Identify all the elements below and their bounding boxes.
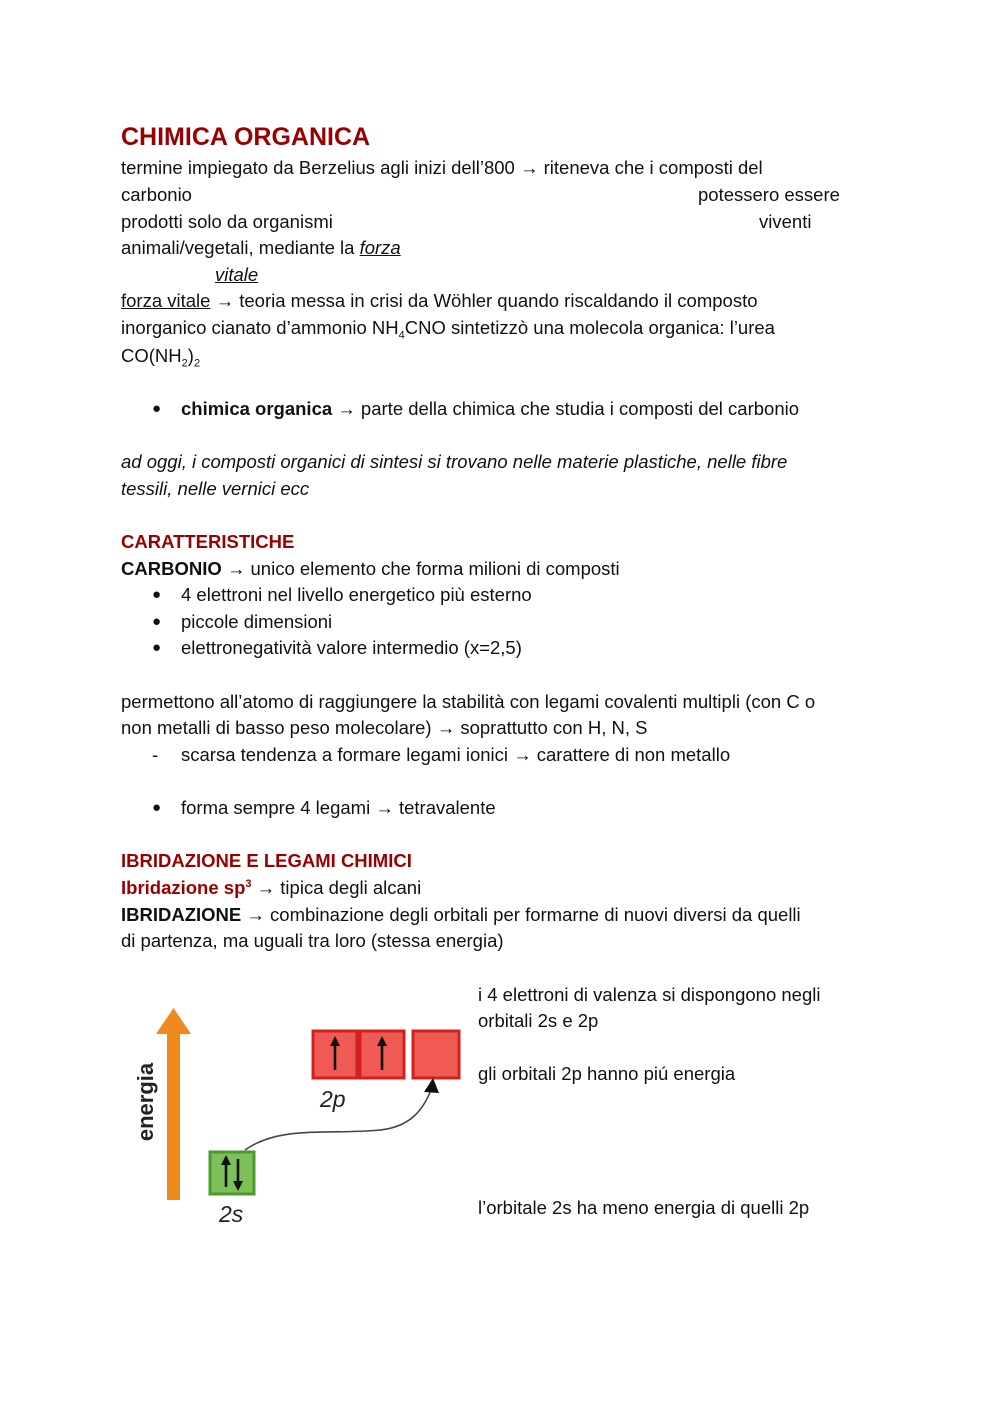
orbital-2p-box-3 [413,1031,459,1078]
intro-line-4-text: animali/vegetali, mediante la [121,237,360,258]
side-note-3: l’orbitale 2s ha meno energia di quelli 2p [478,1197,810,1218]
energy-arrow-icon [156,1008,191,1200]
forza-italic: forza [359,237,401,258]
nh4-subscript: 4 [398,329,405,342]
definition-bullet [181,398,799,420]
side-note-1-line-2: orbitali 2s e 2p [478,1010,599,1031]
carbonio-text: → unico elemento che forma milioni di composti [221,558,620,579]
intro-line-3b: viventi [759,211,812,232]
page-title: CHIMICA ORGANICA [121,123,371,151]
intro-line-2b: potessero essere [698,184,840,205]
urea-formula-a: CO(NH [121,345,182,366]
dash-marker: - [152,744,159,765]
orbital-2s-box [210,1152,254,1194]
intro-line-7-text-a: inorganico cianato d’ammonio NH [121,317,399,338]
sp3-label: Ibridazione sp [121,877,246,898]
sp3-line [121,877,421,899]
urea-formula-b: ) [187,345,194,366]
label-2p: 2p [320,1086,346,1112]
intro-line-2a: carbonio [121,184,192,205]
ibridazione-bold: IBRIDAZIONE [121,904,242,925]
italic-note-line-2: tessili, nelle vernici ecc [121,478,310,499]
bullet-dot: ● [152,400,162,417]
italic-note-line-1: ad oggi, i composti organici di sintesi si trovano nelle materie plastiche, nelle fibre [121,451,788,472]
carbonio-line [121,558,620,580]
ibridazione-def-line-2: di partenza, ma uguali tra loro (stessa energia) [121,930,504,951]
side-note-1-line-1: i 4 elettroni di valenza si dispongono negli [478,984,821,1005]
urea-formula [121,345,201,370]
list-item: forma sempre 4 legami → tetravalente [181,797,496,818]
carbonio-bold: CARBONIO [121,558,222,579]
energy-axis-label: energia [133,1062,158,1142]
list-item: elettronegatività valore intermedio (x=2,5) [181,637,522,658]
intro-line-6 [121,290,758,312]
vitale-italic: vitale [215,264,259,285]
urea-sub-2: 2 [193,357,201,370]
forza-vitale-underlined: forza vitale [121,290,211,311]
intro-line-7-text-b: CNO sintetizzò una molecola organica: l’urea [404,317,775,338]
paragraph-line-2: non metalli di basso peso molecolare) → soprattutto con H, N, S [121,717,648,738]
bullet-dot: ● [152,613,162,630]
intro-line-1: termine impiegato da Berzelius agli inizi dell’800 → riteneva che i composti del [121,157,763,178]
bullet-dot: ● [152,639,162,656]
definition-bold: chimica organica [181,398,333,419]
paragraph-line-1: permettono all’atomo di raggiungere la stabilità con legami covalenti multipli (con C o [121,691,816,712]
section-heading-ibridazione: IBRIDAZIONE E LEGAMI CHIMICI [121,850,412,871]
bullet-dot: ● [152,586,162,603]
bullet-dot: ● [152,799,162,816]
side-note-2: gli orbitali 2p hanno piú energia [478,1063,736,1084]
dash-item: scarsa tendenza a formare legami ionici → carattere di non metallo [181,744,731,765]
definition-text: → parte della chimica che studia i composti del carbonio [332,398,800,419]
orbital-energy-diagram [115,990,475,1235]
ibridazione-def-text: → combinazione degli orbitali per formarne di nuovi diversi da quelli [241,904,801,925]
ibridazione-def-line-1 [121,904,801,926]
list-item: piccole dimensioni [181,611,333,632]
intro-line-7 [121,317,775,342]
sp3-superscript: 3 [245,877,252,890]
intro-line-4 [121,237,401,259]
sp3-text: → tipica degli alcani [251,877,422,898]
label-2s: 2s [219,1201,244,1227]
list-item: 4 elettroni nel livello energetico più esterno [181,584,532,605]
section-heading-caratteristiche: CARATTERISTICHE [121,531,295,552]
intro-line-6-text: → teoria messa in crisi da Wöhler quando riscaldando il composto [210,290,758,311]
promotion-arrowhead-icon [424,1078,439,1093]
urea-sub-1: 2 [181,357,188,370]
intro-line-3a: prodotti solo da organismi [121,211,333,232]
